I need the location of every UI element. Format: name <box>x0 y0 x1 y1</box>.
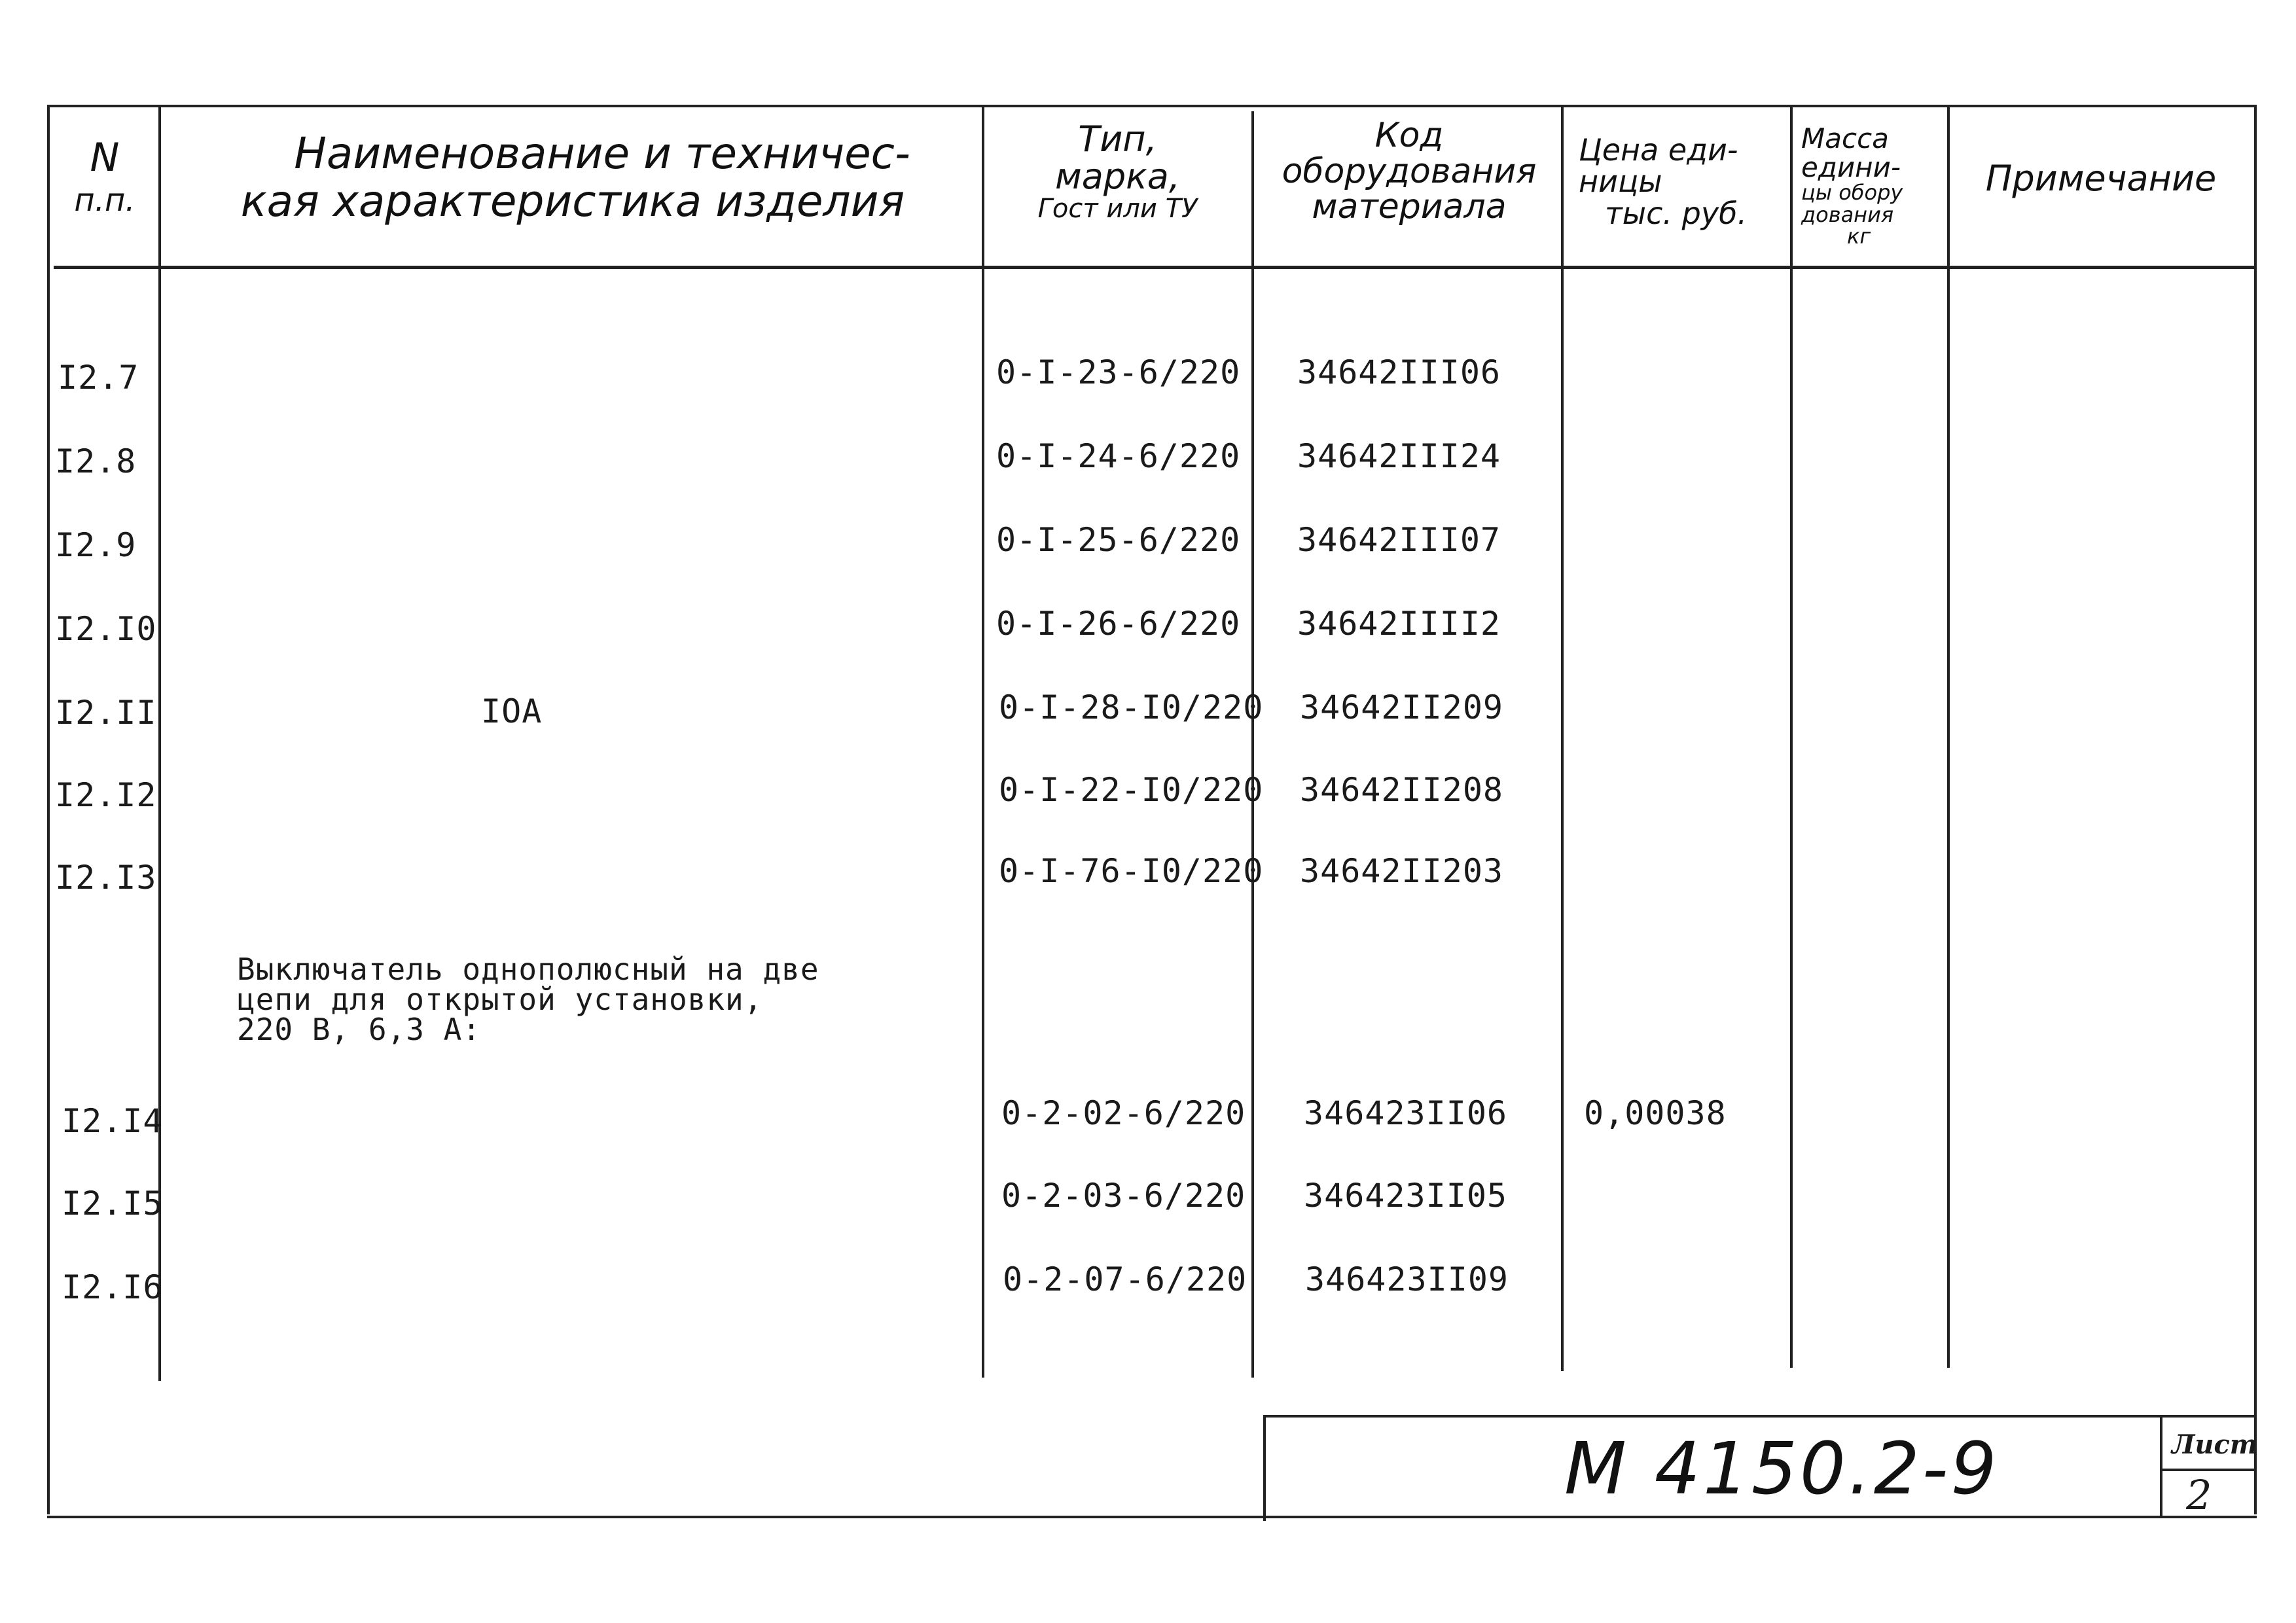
sheet-number: 2 <box>2186 1471 2212 1519</box>
description-line: цепи для открытой установки, <box>237 982 763 1017</box>
row-number: I2.I2 <box>55 776 157 814</box>
row-type: 0-2-02-6/220 <box>1001 1094 1246 1132</box>
header-col-code: Код оборудования материала <box>1282 116 1537 227</box>
header-col-note: Примечание <box>1985 158 2217 199</box>
row-code: 34642II209 <box>1300 688 1504 726</box>
row-type: 0-2-03-6/220 <box>1001 1177 1246 1215</box>
row-code: 34642II203 <box>1300 852 1504 890</box>
description-line: 220 В, 6,3 А: <box>237 1012 482 1047</box>
header-col-number: N п.п. <box>74 135 135 219</box>
description-line: Выключатель однополюсный на две <box>237 952 819 987</box>
row-type: 0-I-22-I0/220 <box>999 771 1264 809</box>
col-divider-2 <box>982 105 984 1378</box>
col-divider-3 <box>1251 111 1254 1378</box>
row-code: 34642IIII2 <box>1297 605 1501 643</box>
table-frame <box>47 105 2257 1514</box>
row-type: 0-I-76-I0/220 <box>999 852 1264 890</box>
row-number: I2.9 <box>55 526 137 564</box>
row-type: 0-I-28-I0/220 <box>999 688 1264 726</box>
row-number: I2.8 <box>55 442 137 480</box>
row-price: 0,00038 <box>1584 1094 1727 1132</box>
header-col-price: Цена еди- ницы тыс. руб. <box>1579 132 1748 231</box>
row-type: 0-I-25-6/220 <box>996 521 1241 559</box>
header-col-type: Тип, марка, Гост или ТУ <box>1037 118 1198 224</box>
row-code: 346423II06 <box>1304 1094 1508 1132</box>
header-col-mass: Масса едини- цы обору дования кг <box>1801 122 1903 249</box>
row-name: IOA <box>481 692 543 730</box>
row-number: I2.I6 <box>62 1268 164 1306</box>
header-separator <box>54 266 2254 269</box>
sheet-label: Лист <box>2172 1429 2258 1460</box>
section-description <box>237 952 819 1047</box>
sheet-cell-divider <box>2160 1418 2162 1518</box>
row-code: 34642III06 <box>1297 353 1501 391</box>
row-number: I2.I4 <box>62 1102 164 1140</box>
row-code: 346423II09 <box>1305 1260 1509 1298</box>
row-code: 34642III24 <box>1297 437 1501 475</box>
col-divider-4 <box>1561 105 1564 1371</box>
col-divider-6 <box>1947 105 1950 1368</box>
header-col-name: Наименование и техничес- кая характеристика изделия <box>240 128 910 227</box>
row-type: 0-2-07-6/220 <box>1003 1260 1247 1298</box>
row-type: 0-I-26-6/220 <box>996 605 1241 643</box>
row-number: I2.7 <box>58 359 139 397</box>
row-number: I2.I0 <box>55 610 157 648</box>
row-number: I2.I5 <box>62 1185 164 1222</box>
row-number: I2.II <box>55 694 157 732</box>
row-code: 34642III07 <box>1297 521 1501 559</box>
row-type: 0-I-24-6/220 <box>996 437 1241 475</box>
row-type: 0-I-23-6/220 <box>996 353 1241 391</box>
row-code: 34642II208 <box>1300 771 1504 809</box>
row-number: I2.I3 <box>55 859 157 897</box>
row-code: 346423II05 <box>1304 1177 1508 1215</box>
col-divider-5 <box>1790 105 1793 1368</box>
document-number: М 4150.2-9 <box>1564 1427 2000 1510</box>
